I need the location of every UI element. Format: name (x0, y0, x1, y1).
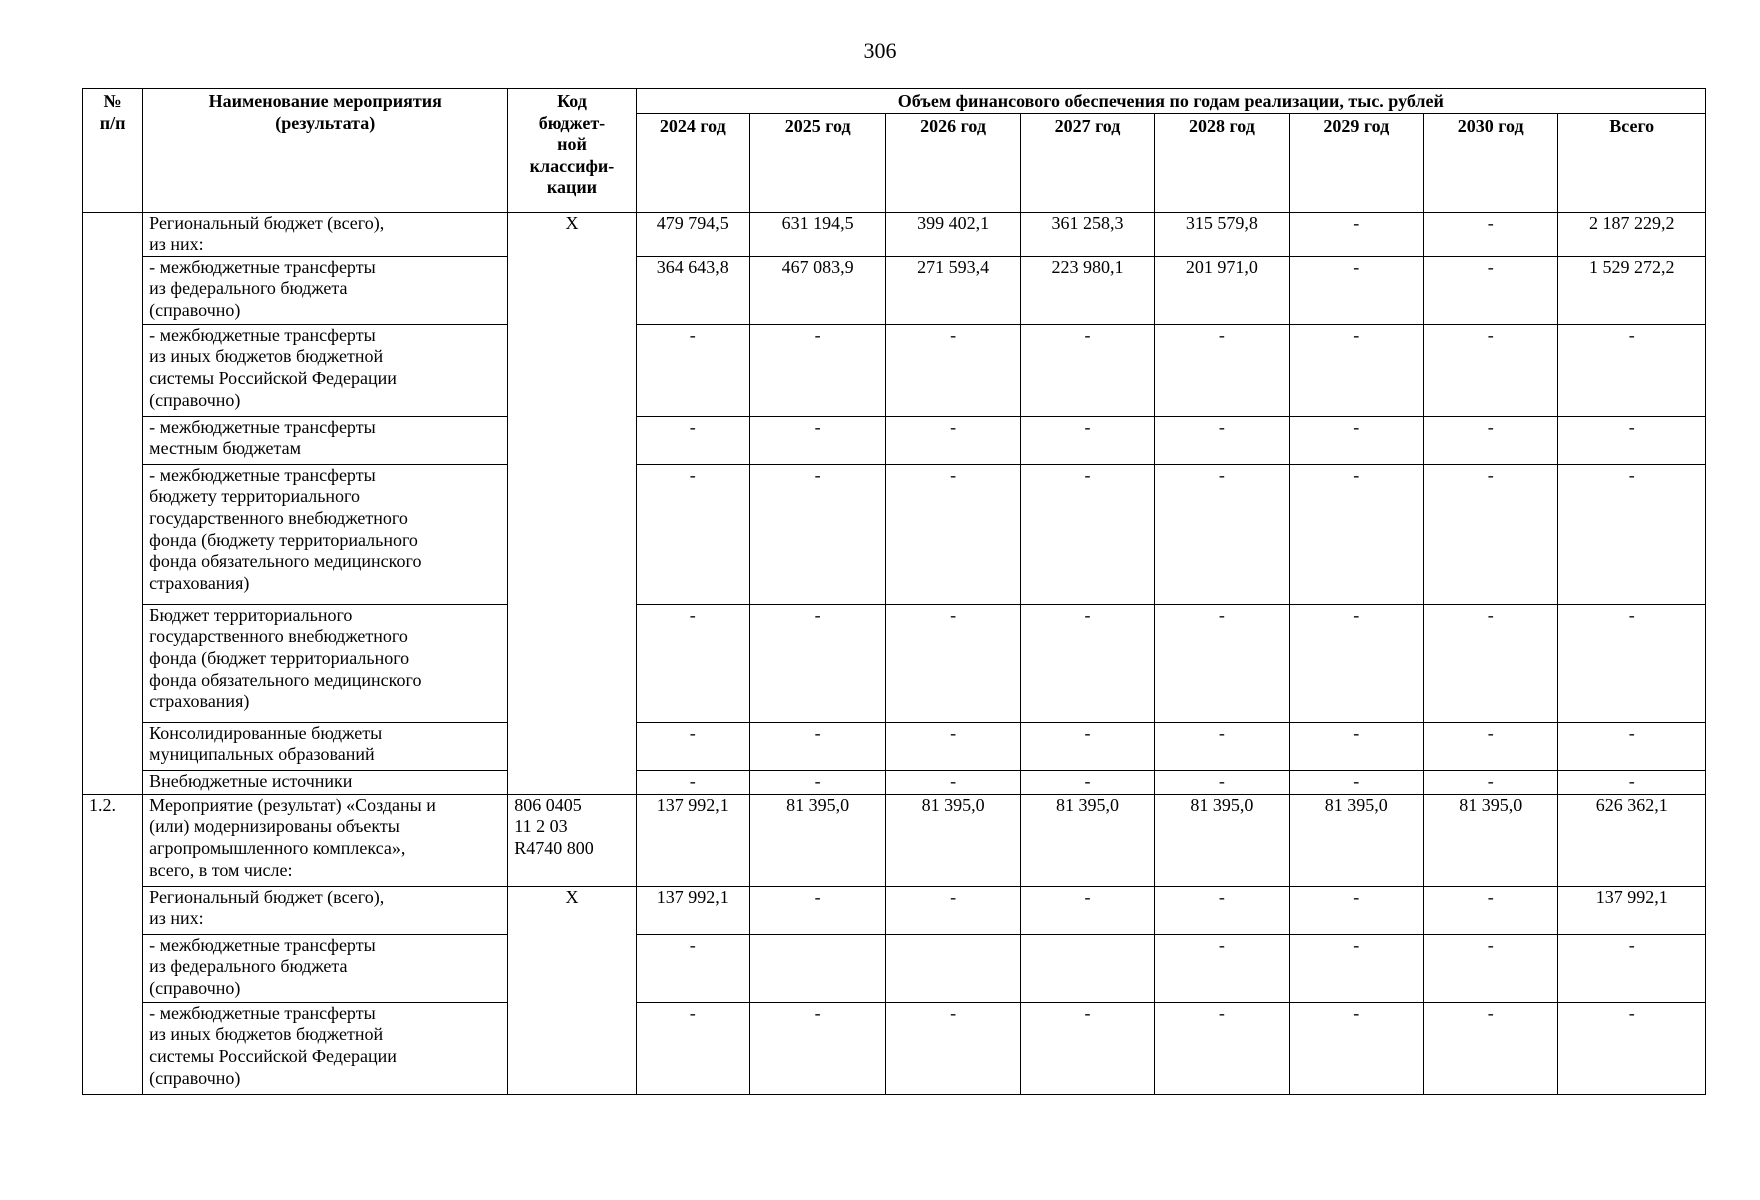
total-cell: 1 529 272,2 (1558, 256, 1706, 324)
row-code: Х (508, 886, 636, 1094)
value-cell: - (1155, 770, 1289, 794)
value-cell: 271 593,4 (886, 256, 1020, 324)
value-cell: - (886, 416, 1020, 464)
table-row (83, 934, 1706, 1002)
value-cell: - (1289, 934, 1423, 1002)
value-cell: - (1424, 416, 1558, 464)
total-cell: - (1558, 324, 1706, 416)
value-cell: - (1289, 464, 1423, 604)
value-cell: - (1424, 1002, 1558, 1094)
value-cell: - (1424, 256, 1558, 324)
row-number: 1.2. (83, 794, 143, 1094)
header-year: 2028 год (1155, 113, 1289, 212)
header-total: Всего (1558, 113, 1706, 212)
value-cell: - (1289, 770, 1423, 794)
row-name: - межбюджетные трансферты местным бюджетам (143, 416, 508, 464)
table-row (83, 324, 1706, 416)
value-cell: - (636, 464, 749, 604)
total-cell: - (1558, 464, 1706, 604)
value-cell: - (1020, 886, 1154, 934)
table-row (83, 604, 1706, 722)
value-cell: - (749, 770, 885, 794)
value-cell: - (1424, 722, 1558, 770)
value-cell: 81 395,0 (1155, 794, 1289, 886)
value-cell: - (1020, 416, 1154, 464)
value-cell: - (1020, 324, 1154, 416)
value-cell: - (1155, 416, 1289, 464)
value-cell: - (1424, 604, 1558, 722)
value-cell: - (636, 416, 749, 464)
value-cell: 315 579,8 (1155, 212, 1289, 256)
page-number: 306 (863, 38, 897, 63)
value-cell: - (1289, 212, 1423, 256)
value-cell: 399 402,1 (886, 212, 1020, 256)
value-cell: - (1155, 1002, 1289, 1094)
value-cell: - (1424, 770, 1558, 794)
value-cell: - (749, 604, 885, 722)
row-name: Региональный бюджет (всего), из них: (143, 212, 508, 256)
value-cell: - (1289, 256, 1423, 324)
value-cell: - (1155, 324, 1289, 416)
table-row (83, 256, 1706, 324)
row-number-cell (83, 212, 143, 794)
value-cell: - (886, 770, 1020, 794)
row-name: Региональный бюджет (всего), из них: (143, 886, 508, 934)
table-row (83, 794, 1706, 886)
value-cell: 364 643,8 (636, 256, 749, 324)
total-cell: 2 187 229,2 (1558, 212, 1706, 256)
value-cell: - (1020, 1002, 1154, 1094)
value-cell: - (636, 722, 749, 770)
row-name: Внебюджетные источники (143, 770, 508, 794)
budget-table (82, 88, 1706, 1095)
header-year: 2030 год (1424, 113, 1558, 212)
row-name: - межбюджетные трансферты из федерального бюджета (справочно) (143, 256, 508, 324)
value-cell: 361 258,3 (1020, 212, 1154, 256)
header-row (83, 89, 1706, 114)
value-cell: - (1289, 604, 1423, 722)
value-cell: 479 794,5 (636, 212, 749, 256)
value-cell: 223 980,1 (1020, 256, 1154, 324)
header-year: 2029 год (1289, 113, 1423, 212)
value-cell: - (1155, 886, 1289, 934)
value-cell: - (1155, 722, 1289, 770)
value-cell: - (636, 1002, 749, 1094)
value-cell: 467 083,9 (749, 256, 885, 324)
value-cell: - (886, 886, 1020, 934)
value-cell: 631 194,5 (749, 212, 885, 256)
total-cell: - (1558, 770, 1706, 794)
table-row (83, 770, 1706, 794)
value-cell: - (1020, 464, 1154, 604)
value-cell: - (1020, 604, 1154, 722)
value-cell: - (749, 722, 885, 770)
value-cell: - (636, 324, 749, 416)
total-cell: 137 992,1 (1558, 886, 1706, 934)
value-cell: - (636, 934, 749, 1002)
table-row (83, 886, 1706, 934)
value-cell: - (1155, 934, 1289, 1002)
header-year: 2026 год (886, 113, 1020, 212)
total-cell: - (1558, 1002, 1706, 1094)
value-cell: - (1289, 886, 1423, 934)
row-name: - межбюджетные трансферты из иных бюджетов бюджетной системы Российской Федерации (справочно) (143, 1002, 508, 1094)
value-cell: - (1424, 464, 1558, 604)
value-cell: - (749, 1002, 885, 1094)
value-cell: - (749, 886, 885, 934)
value-cell: 137 992,1 (636, 886, 749, 934)
row-name: - межбюджетные трансферты из федерального бюджета (справочно) (143, 934, 508, 1002)
value-cell: - (886, 1002, 1020, 1094)
value-cell: 81 395,0 (1289, 794, 1423, 886)
value-cell: - (1424, 886, 1558, 934)
value-cell: - (1155, 464, 1289, 604)
value-cell: 81 395,0 (1424, 794, 1558, 886)
row-code: Х (508, 212, 636, 794)
value-cell: - (886, 722, 1020, 770)
table-row (83, 212, 1706, 256)
table-row (83, 416, 1706, 464)
value-cell: - (749, 324, 885, 416)
header-code: Код бюджет- ной классифи- кации (508, 89, 636, 213)
total-cell: - (1558, 604, 1706, 722)
header-year: 2027 год (1020, 113, 1154, 212)
row-name: - межбюджетные трансферты из иных бюджетов бюджетной системы Российской Федерации (справочно) (143, 324, 508, 416)
total-cell: 626 362,1 (1558, 794, 1706, 886)
row-name: - межбюджетные трансферты бюджету территориального государственного внебюджетного фонда (бюджету территориального фонда обязательного медицинского страхования) (143, 464, 508, 604)
value-cell: - (886, 464, 1020, 604)
value-cell: - (1424, 212, 1558, 256)
total-cell: - (1558, 416, 1706, 464)
header-volume-title: Объем финансового обеспечения по годам реализации, тыс. рублей (636, 89, 1705, 114)
value-cell: 137 992,1 (636, 794, 749, 886)
value-cell: - (1289, 324, 1423, 416)
header-no: № п/п (83, 89, 143, 213)
header-year: 2024 год (636, 113, 749, 212)
value-cell: - (1289, 416, 1423, 464)
value-cell: - (636, 604, 749, 722)
value-cell: - (886, 324, 1020, 416)
value-cell: - (1020, 722, 1154, 770)
value-cell: - (636, 770, 749, 794)
row-code: 806 0405 11 2 03 R4740 800 (508, 794, 636, 886)
header-name: Наименование мероприятия (результата) (143, 89, 508, 213)
row-name: Бюджет территориального государственного внебюджетного фонда (бюджет территориального фонда обязательного медицинского страхования) (143, 604, 508, 722)
value-cell: 81 395,0 (749, 794, 885, 886)
value-cell: 81 395,0 (886, 794, 1020, 886)
row-name: Консолидированные бюджеты муниципальных образований (143, 722, 508, 770)
total-cell: - (1558, 934, 1706, 1002)
value-cell: - (1424, 324, 1558, 416)
value-cell: - (1424, 934, 1558, 1002)
header-year: 2025 год (749, 113, 885, 212)
value-cell: - (749, 464, 885, 604)
value-cell: - (1289, 1002, 1423, 1094)
value-cell: - (1155, 604, 1289, 722)
value-cell: - (1289, 722, 1423, 770)
table-row (83, 722, 1706, 770)
total-cell: - (1558, 722, 1706, 770)
value-cell (749, 934, 885, 1002)
value-cell: - (1020, 770, 1154, 794)
value-cell: 81 395,0 (1020, 794, 1154, 886)
value-cell: 201 971,0 (1155, 256, 1289, 324)
table-row (83, 464, 1706, 604)
value-cell: - (886, 604, 1020, 722)
table-row (83, 1002, 1706, 1094)
value-cell (886, 934, 1020, 1002)
value-cell: - (749, 416, 885, 464)
value-cell (1020, 934, 1154, 1002)
row-name: Мероприятие (результат) «Созданы и (или) модернизированы объекты агропромышленного комплекса», всего, в том числе: (143, 794, 508, 886)
